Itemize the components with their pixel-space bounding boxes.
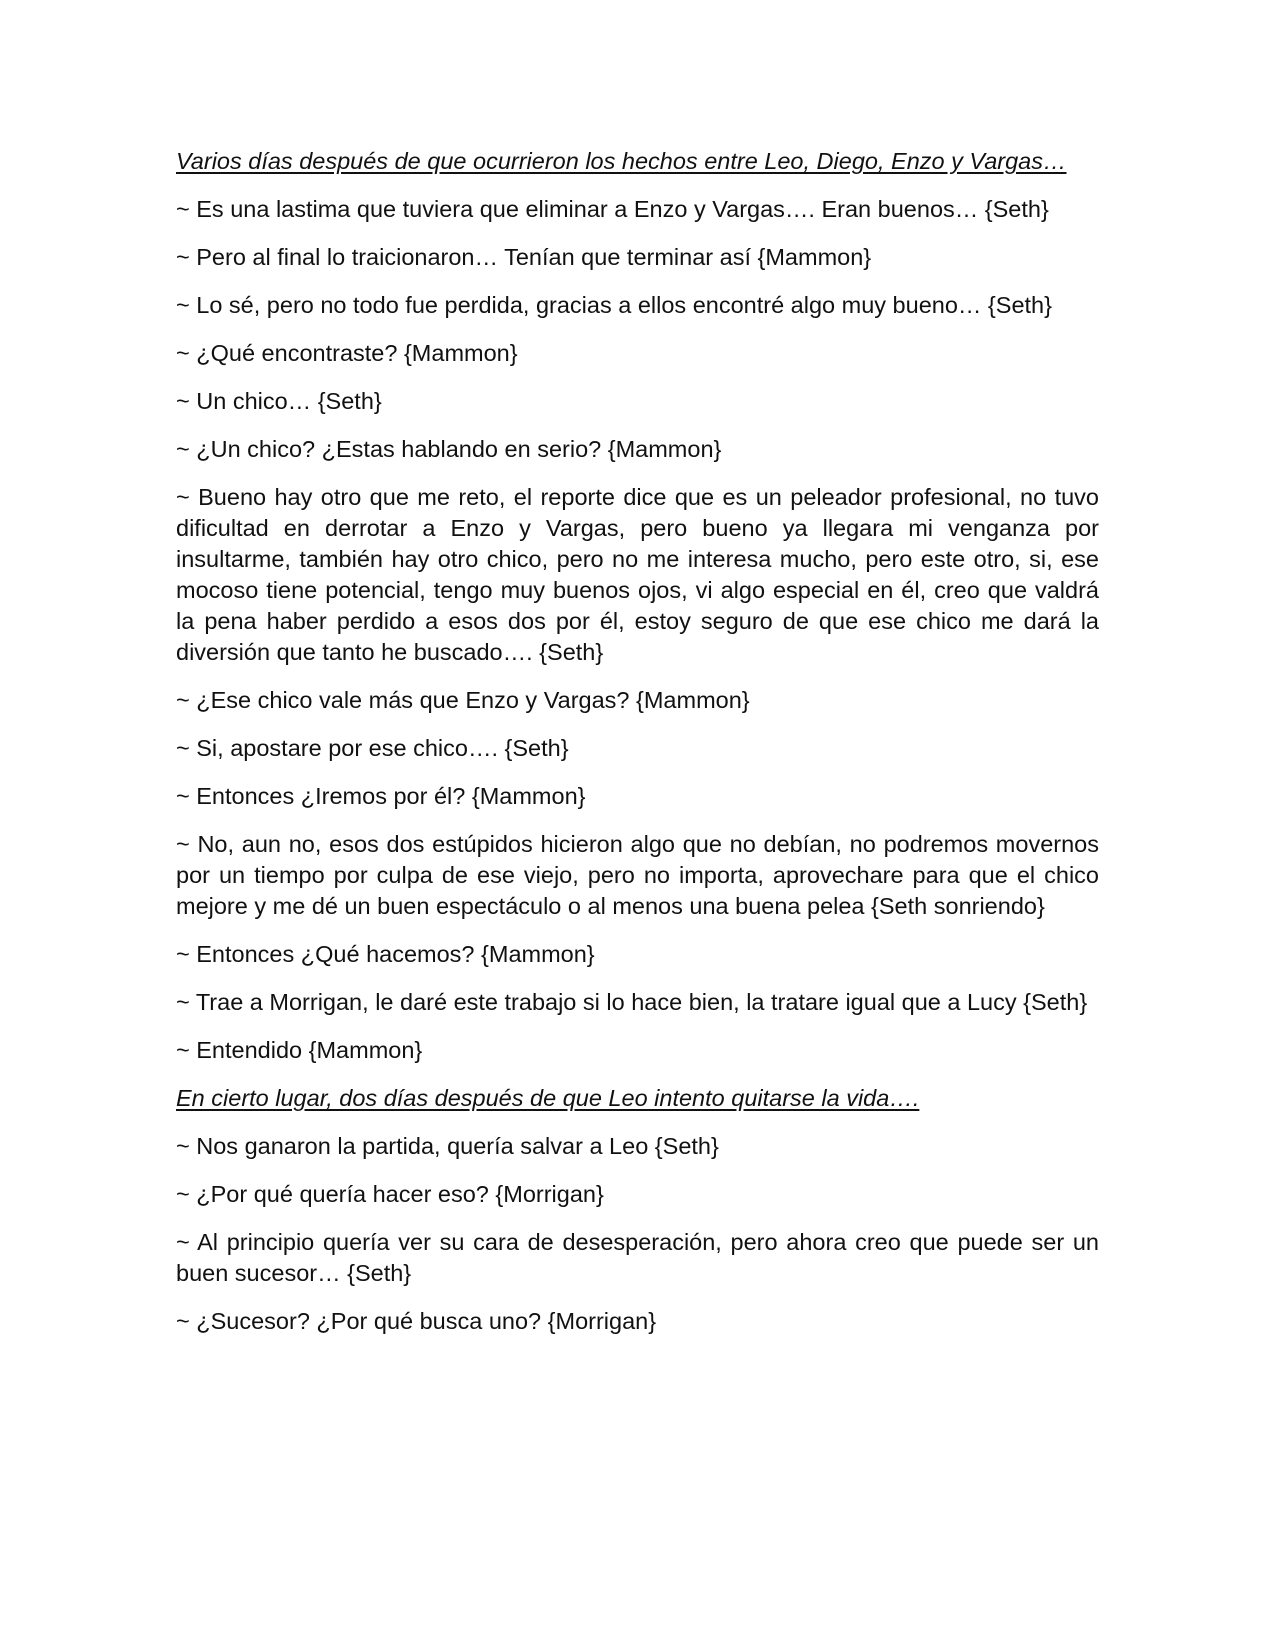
dialogue-line: ~ Trae a Morrigan, le daré este trabajo si lo hace bien, la tratare igual que a Lucy {Seth}	[176, 989, 1088, 1015]
dialogue-line: ~ ¿Un chico? ¿Estas hablando en serio? {Mammon}	[176, 436, 722, 462]
dialogue-line: ~ Pero al final lo traicionaron… Tenían que terminar así {Mammon}	[176, 244, 872, 270]
dialogue-line: ~ Entonces ¿Iremos por él? {Mammon}	[176, 783, 586, 809]
document-page	[176, 146, 1099, 1354]
dialogue-line: ~ Nos ganaron la partida, quería salvar a Leo {Seth}	[176, 1133, 719, 1159]
dialogue-line: ~ Lo sé, pero no todo fue perdida, gracias a ellos encontré algo muy bueno… {Seth}	[176, 292, 1052, 318]
dialogue-line: ~ ¿Ese chico vale más que Enzo y Vargas? {Mammon}	[176, 687, 750, 713]
dialogue-line: ~ Si, apostare por ese chico…. {Seth}	[176, 735, 569, 761]
dialogue-line: ~ Es una lastima que tuviera que eliminar a Enzo y Vargas…. Eran buenos… {Seth}	[176, 196, 1049, 222]
dialogue-line: ~ No, aun no, esos dos estúpidos hicieron algo que no debían, no podremos movernos por un tiempo por culpa de ese viejo, pero no importa, aprovechare para que el chico mejore y me dé un buen espectáculo o al menos una buena pelea {Seth sonriendo}	[176, 831, 1099, 919]
dialogue-line: ~ Al principio quería ver su cara de desesperación, pero ahora creo que puede ser un buen sucesor… {Seth}	[176, 1229, 1099, 1286]
dialogue-line: ~ ¿Por qué quería hacer eso? {Morrigan}	[176, 1181, 604, 1207]
scene-heading: En cierto lugar, dos días después de que Leo intento quitarse la vida….	[176, 1085, 920, 1111]
dialogue-line: ~ ¿Sucesor? ¿Por qué busca uno? {Morrigan}	[176, 1308, 657, 1334]
dialogue-line: ~ Entonces ¿Qué hacemos? {Mammon}	[176, 941, 595, 967]
dialogue-line: ~ Bueno hay otro que me reto, el reporte dice que es un peleador profesional, no tuvo dificultad en derrotar a Enzo y Vargas, pero bueno ya llegara mi venganza por insultarme, también hay otro chico, pero no me interesa mucho, pero este otro, si, ese mocoso tiene potencial, tengo muy buenos ojos, vi algo especial en él, creo que valdrá la pena haber perdido a esos dos por él, estoy seguro de que ese chico me dará la diversión que tanto he buscado…. {Seth}	[176, 484, 1099, 665]
dialogue-line: ~ Entendido {Mammon}	[176, 1037, 423, 1063]
scene-heading: Varios días después de que ocurrieron los hechos entre Leo, Diego, Enzo y Vargas…	[176, 148, 1067, 174]
dialogue-line: ~ Un chico… {Seth}	[176, 388, 382, 414]
dialogue-line: ~ ¿Qué encontraste? {Mammon}	[176, 340, 518, 366]
